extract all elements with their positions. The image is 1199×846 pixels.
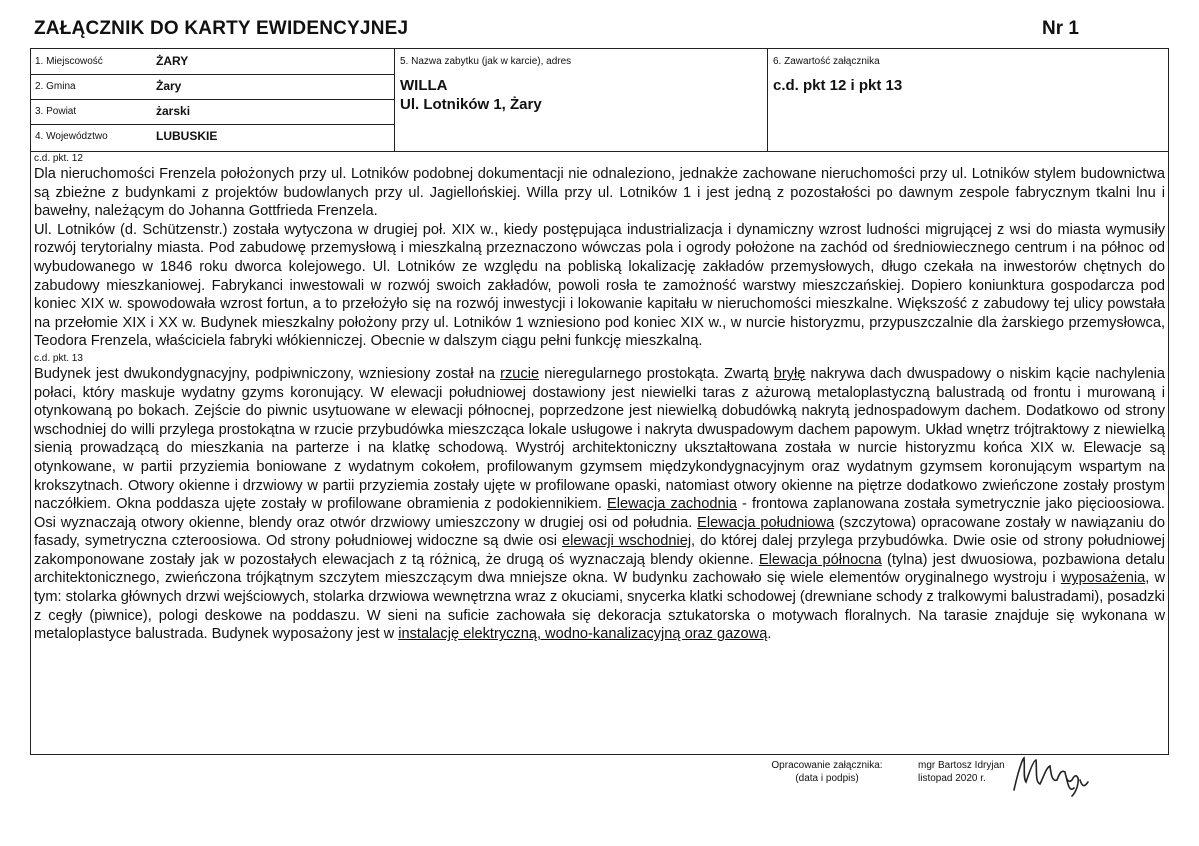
section-12-tag: c.d. pkt. 12: [34, 153, 83, 164]
field-label: 3. Powiat: [35, 106, 77, 117]
underlined-term: Elewacja zachodnia: [606, 496, 737, 513]
footer-sublabel: (data i podpis): [795, 773, 859, 784]
text-run: - frontowa zaplanowana została symetrycznie jako pięcioosiowa. Osi wyznaczają otwory okienne, blendy oraz otwór drzwiowy umieszczony w drugiej osi od południa.: [34, 496, 1165, 531]
text-run: do której dalej przylega przybudówka. Dwie osie od strony południowej zakomponowane zostały jak w pozostałych elewacjach z tą różnicą, że drugą oś wyznaczają blendy okienne.: [34, 533, 1166, 568]
field-label: 2. Gmina: [35, 81, 76, 92]
content-area: [31, 151, 1168, 644]
contents-value: c.d. pkt 12 i pkt 13: [773, 77, 903, 94]
monument-name-address: [400, 76, 542, 114]
underlined-term: rzucie: [500, 365, 540, 382]
monument-address: Ul. Lotników 1, Żary: [400, 96, 542, 113]
field-label: 4. Województwo: [35, 131, 108, 142]
footer-label: Opracowanie załącznika:: [771, 760, 883, 771]
location-fields: [31, 49, 395, 151]
form-frame: [30, 48, 1169, 755]
section-13-tag: c.d. pkt. 13: [34, 352, 83, 364]
monument-label: 5. Nazwa zabytku (jak w karcie), adres: [400, 56, 572, 67]
text-run: Budynek jest dwukondygnacyjny, podpiwniczony, wzniesiony został na: [34, 365, 501, 382]
section-13-paragraph: [31, 365, 1168, 644]
underlined-term: elewacji wschodniej,: [561, 533, 696, 550]
text-run: (szczytowa) opracowane zostały w nawiązaniu do fasady, symetryczna czteroosiowa. Od strony południowej widoczne są dwie osi: [34, 514, 1165, 550]
contents-box: [767, 49, 1168, 151]
field-town: [31, 49, 394, 75]
underlined-term: Elewacja południowa: [697, 514, 835, 531]
monument-box: [394, 49, 768, 151]
field-label: 1. Miejscowość: [35, 56, 103, 67]
header-grid: [31, 49, 1168, 152]
field-value: żarski: [156, 104, 191, 118]
underlined-term: Elewacja północna: [758, 551, 882, 568]
field-commune: [31, 74, 394, 100]
text-run: nieregularnego prostokąta. Zwartą: [539, 365, 774, 382]
attachment-number: Nr 1: [1042, 18, 1079, 39]
monument-name: WILLA: [400, 77, 448, 94]
author-date: listopad 2020 r.: [918, 773, 986, 784]
section-12-paragraph-2: Ul. Lotników (d. Schützenstr.) została wytyczona w drugiej poł. XIX w., kiedy postępująca industrializacja i dynamiczny wzrost ludności migrującej z wsi do miasta wymusiły rozwój terytorialny miasta. Pod zabudowę przemysłową i mieszkalną przeznaczono wówczas pola i ogrody położone na zachód od średniowiecznego centrum i na północ od wybudowanego w 1846 roku dworca kolejowego. Ul. Lotników ze względu na pobliską lokalizację zakładów przemysłowych, długo czekała na inwestorów chętnych do zabudowy mieszkaniowej. Fabrykanci inwestowali w rozwój swoich zakładów, powoli rosła te zamożność warstwy mieszczańskiej. Dopiero koniunktura gospodarcza pod koniec XIX w. spowodowała wzrost fortun, a to przełożyło się na rozwój inwestycji i lokowanie kapitału w nieruchomości mieszkalne. Większość z zabudowy tej ulicy powstała na przełomie XIX i XX w. Budynek mieszkalny położony przy ul. Lotników 1 wzniesiono pod koniec XIX w., w nurcie historyzmu, przypuszczalnie dla żarskiego przemysłowca, Teodora Frenzela, właściciela fabryki włókienniczej. Obecnie w dalszym ciągu pełni funkcję mieszkalną.: [34, 221, 1165, 350]
footer-prepared-by: [752, 759, 902, 785]
underlined-term: wyposażenia: [1060, 570, 1146, 587]
field-value: ŻARY: [156, 54, 189, 68]
field-voivodeship: [31, 124, 394, 150]
footer-author: [918, 759, 1005, 785]
contents-label: 6. Zawartość załącznika: [773, 56, 880, 67]
page-title: ZAŁĄCZNIK DO KARTY EWIDENCYJNEJ: [34, 18, 409, 39]
text-run: (tylna) jest dwuosiowa, pozbawiona detalu architektonicznego, zwieńczona trójkątnym szczytem mieszczącym dwa mniejsze okna. W budynku zachowało się wiele elementów oryginalnego wystroju i: [34, 551, 1165, 587]
handwritten-signature: [1010, 752, 1090, 798]
section-12-paragraph-1: Dla nieruchomości Frenzela położonych przy ul. Lotników podobnej dokumentacji nie odnaleziono, jednakże zachowane nieruchomości przy ul. Lotników stylem budownictwa są zbieżne z budynkami z projektów budowlanych przy ul. Jagiellońskiej. Willa przy ul. Lotników 1 i jest jedną z pozostałości po dawnym zespole fabrycznym tkalni lnu i bawełny, należącym do Johanna Gottfrieda Frenzela.: [34, 166, 1165, 220]
text-run: nakrywa dach dwuspadowy o niskim kącie nachylenia połaci, który maskuje wydatny gzyms koronujący. W elewacji południowej dostawiony jest niewielki taras z ażurową metaloplastyczną balustradą od frontu i murowaną i otynkowaną po bokach. Zejście do piwnic usytuowane w elewacji północnej, poprzedzone jest niewielką dobudówką nakrytą jednospadowym dachem. Dodatkowo od strony wschodniej do willi przylega prostokątna w rzucie przybudówka mieszcząca lokale usługowe i nakryta dwuspadowym dachem papowym. Układ wnętrz trójtraktowy z niewielką sienią prowadzącą do mieszkania na parterze i na klatkę schodową. Wystrój architektoniczny ukształtowana została w nurcie historyzmu końca XIX w. Elewacje są otynkowane, w partii przyziemia boniowane z wydatnym cokołem, profilowanym gzymsem międzykondygnacyjnym oraz wydatnym gzymsem koronującym wspartym na krokszytnach. Otwory okienne i drzwiowy w partii przyziemia zostały ujęte w profilowane opaski, natomiast otwory okienne na piętrze dodatkowo zwieńczone zostały prostym naczółkiem. Okna poddasza ujęte zostały w profilowane obramienia z podokiennikiem.: [34, 365, 1166, 513]
underlined-term: bryłę: [773, 365, 806, 382]
field-county: [31, 99, 394, 125]
text-run: , w tym: stolarka głównych drzwi wejściowych, stolarka drzwiowa wewnętrzna wraz z okuciami, snycerka klatki schodowej (drewniane schody z tralkowymi balustradami), posadzki z cegły (piwnice), pologi deskowe na poddaszu. W sieni na suficie zachowała się dekoracja sztukatorska o motywach floralnych. Na tarasie znajduje się wykonana w metaloplastyce balustrada. Budynek wyposażony jest w: [34, 570, 1165, 643]
field-value: LUBUSKIE: [156, 129, 218, 143]
field-value: Żary: [156, 79, 182, 93]
text-run: .: [767, 626, 772, 643]
author-name: mgr Bartosz Idryjan: [918, 760, 1005, 771]
underlined-term: instalację elektryczną, wodno-kanalizacyjną oraz gazową: [398, 626, 768, 643]
